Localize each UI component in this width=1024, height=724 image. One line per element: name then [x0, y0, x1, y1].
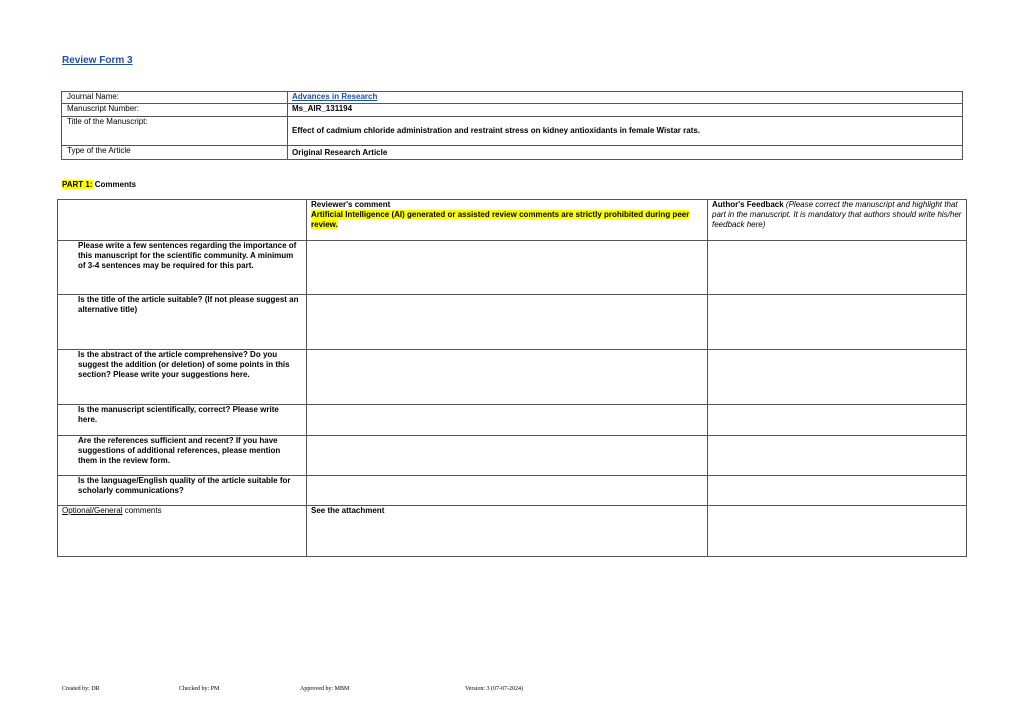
question-title: Is the title of the article suitable? (If not please suggest an alternative title) — [58, 295, 307, 350]
author-feedback-cell[interactable] — [708, 295, 967, 350]
manuscript-number-value: Ms_AIR_131194 — [288, 104, 963, 117]
reviewer-comment-header: Reviewer's comment — [311, 200, 391, 209]
journal-link[interactable]: Advances in Research — [292, 92, 378, 101]
question-abstract: Is the abstract of the article comprehensive? Do you suggest the addition (or deletion) of some points in this section? Please write your suggestions here. — [58, 350, 307, 405]
reviewer-comment-cell[interactable] — [307, 295, 708, 350]
footer-created-by: Created by: DR — [62, 686, 100, 692]
footer-checked-by: Checked by: PM — [179, 686, 220, 692]
footer-approved-by: Approved by: MBM — [300, 686, 350, 692]
reviewer-header-cell — [307, 200, 708, 241]
author-feedback-cell[interactable] — [708, 476, 967, 506]
question-language: Is the language/English quality of the article suitable for scholarly communications? — [58, 476, 307, 506]
reviewer-comment-cell[interactable] — [307, 350, 708, 405]
reviewer-comment-cell[interactable] — [307, 405, 708, 436]
ai-warning: Artificial Intelligence (AI) generated or assisted review comments are strictly prohibited during peer review. — [311, 210, 690, 229]
comments-label: comments — [122, 506, 162, 515]
author-feedback-instructions: (Please correct the manuscript and highlight that part in the manuscript. It is mandatory that authors should write his/her feedback here) — [712, 200, 962, 229]
manuscript-title-label: Title of the Manuscript: — [62, 117, 288, 146]
form-title[interactable]: Review Form 3 — [62, 55, 133, 66]
manuscript-title-value — [288, 117, 963, 146]
article-type-text: Original Research Article — [292, 147, 388, 157]
author-feedback-cell[interactable] — [708, 405, 967, 436]
optional-comments-label — [58, 506, 307, 557]
journal-name-label: Journal Name: — [62, 92, 288, 104]
optional-author-feedback[interactable] — [708, 506, 967, 557]
reviewer-comment-cell[interactable] — [307, 241, 708, 295]
author-feedback-cell[interactable] — [708, 350, 967, 405]
manuscript-number-label: Manuscript Number: — [62, 104, 288, 117]
see-attachment-text: See the attachment — [311, 506, 385, 515]
header-empty-cell — [58, 200, 307, 241]
author-feedback-header-cell — [708, 200, 967, 241]
article-type-label: Type of the Article — [62, 146, 288, 160]
part1-comments-label: Comments — [92, 180, 137, 189]
author-feedback-cell[interactable] — [708, 436, 967, 476]
manuscript-info-table — [61, 91, 963, 160]
article-type-value — [288, 146, 963, 160]
footer-version: Version: 3 (07-07-2024) — [465, 686, 523, 692]
optional-reviewer-comment[interactable] — [307, 506, 708, 557]
author-feedback-header: Author's Feedback — [712, 200, 784, 209]
journal-name-value — [288, 92, 963, 104]
reviewer-comment-cell[interactable] — [307, 476, 708, 506]
question-importance: Please write a few sentences regarding the importance of this manuscript for the scientific community. A minimum of 3-4 sentences may be required for this part. — [58, 241, 307, 295]
part1-heading — [62, 180, 136, 189]
question-scientific: Is the manuscript scientifically, correct? Please write here. — [58, 405, 307, 436]
reviewer-comment-cell[interactable] — [307, 436, 708, 476]
question-references: Are the references sufficient and recent? If you have suggestions of additional references, please mention them in the review form. — [58, 436, 307, 476]
author-feedback-cell[interactable] — [708, 241, 967, 295]
comments-table — [57, 199, 967, 557]
manuscript-title-text: Effect of cadmium chloride administration and restraint stress on kidney antioxidants in female Wistar rats. — [292, 126, 701, 135]
optional-general-label: Optional/General — [62, 506, 123, 515]
part1-label: PART 1: — [62, 180, 93, 189]
